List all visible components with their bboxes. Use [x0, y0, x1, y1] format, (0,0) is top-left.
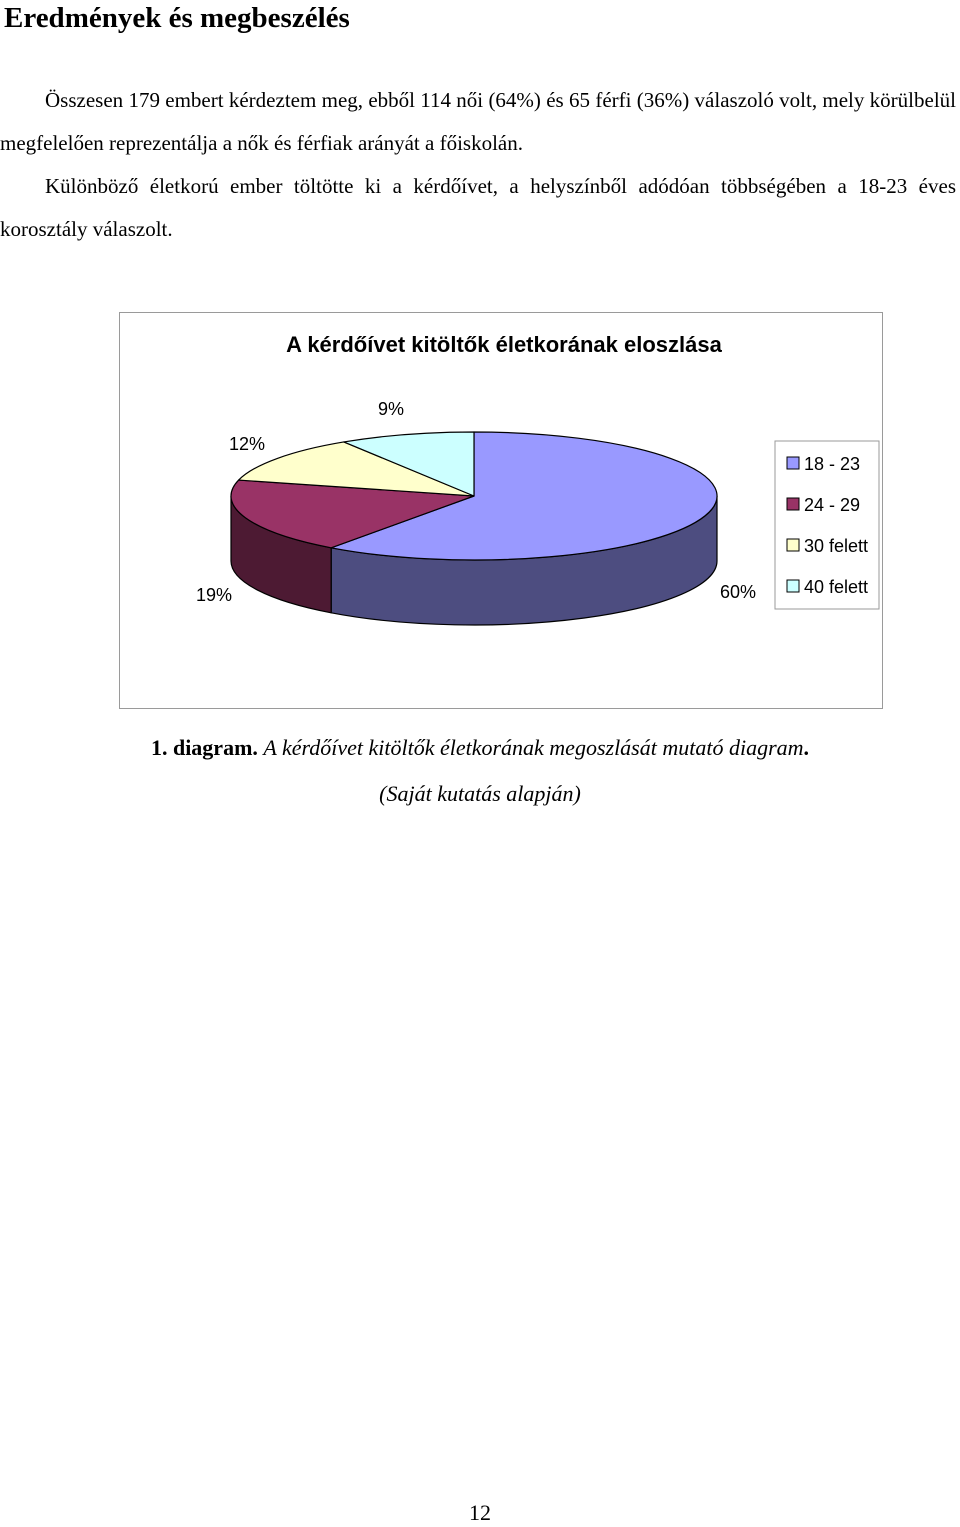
pie-label-24-29: 19%	[195, 585, 233, 605]
chart-title: A kérdőívet kitöltők életkorának eloszlása	[286, 332, 722, 357]
chart-legend	[775, 441, 879, 609]
paragraph-age-groups: Különböző életkorú ember töltötte ki a kérdőívet, a helyszínből adódóan többségében a 18-23 éves korosztály válaszolt.	[0, 174, 956, 241]
legend-label-40-felett: 40 felett	[804, 577, 869, 597]
figure-source	[0, 779, 960, 809]
caption-source: (Saját kutatás alapján)	[379, 781, 581, 806]
caption-text: A kérdőívet kitöltők életkorának megoszlását mutató diagram	[263, 735, 804, 760]
pie-label-40-felett: 9%	[377, 399, 405, 419]
page-number: 12	[469, 1500, 491, 1525]
legend-swatch-40-felett	[787, 580, 799, 592]
legend-label-24-29: 24 - 29	[804, 495, 861, 515]
caption-end: .	[803, 735, 810, 760]
legend-label-30-felett: 30 felett	[804, 536, 869, 556]
pie-chart	[119, 312, 883, 709]
pie-label-18-23: 60%	[719, 582, 757, 602]
legend-swatch-24-29	[787, 498, 799, 510]
pie-tops	[228, 432, 717, 560]
caption-label: 1. diagram.	[150, 735, 258, 760]
paragraph-respondents: Összesen 179 embert kérdeztem meg, ebből 114 női (64%) és 65 férfi (36%) válaszoló volt, mely körülbelül megfelelően reprezentálja a nők és férfiak arányát a főiskolán.	[0, 88, 956, 155]
pie-chart-canvas	[120, 313, 884, 710]
legend-swatch-30-felett	[787, 539, 799, 551]
legend-label-18-23: 18 - 23	[804, 454, 861, 474]
pie-label-30-felett: 12%	[228, 434, 266, 454]
legend-swatch-18-23	[787, 457, 799, 469]
section-heading: Eredmények és megbeszélés	[4, 2, 350, 34]
figure-caption	[0, 733, 960, 763]
